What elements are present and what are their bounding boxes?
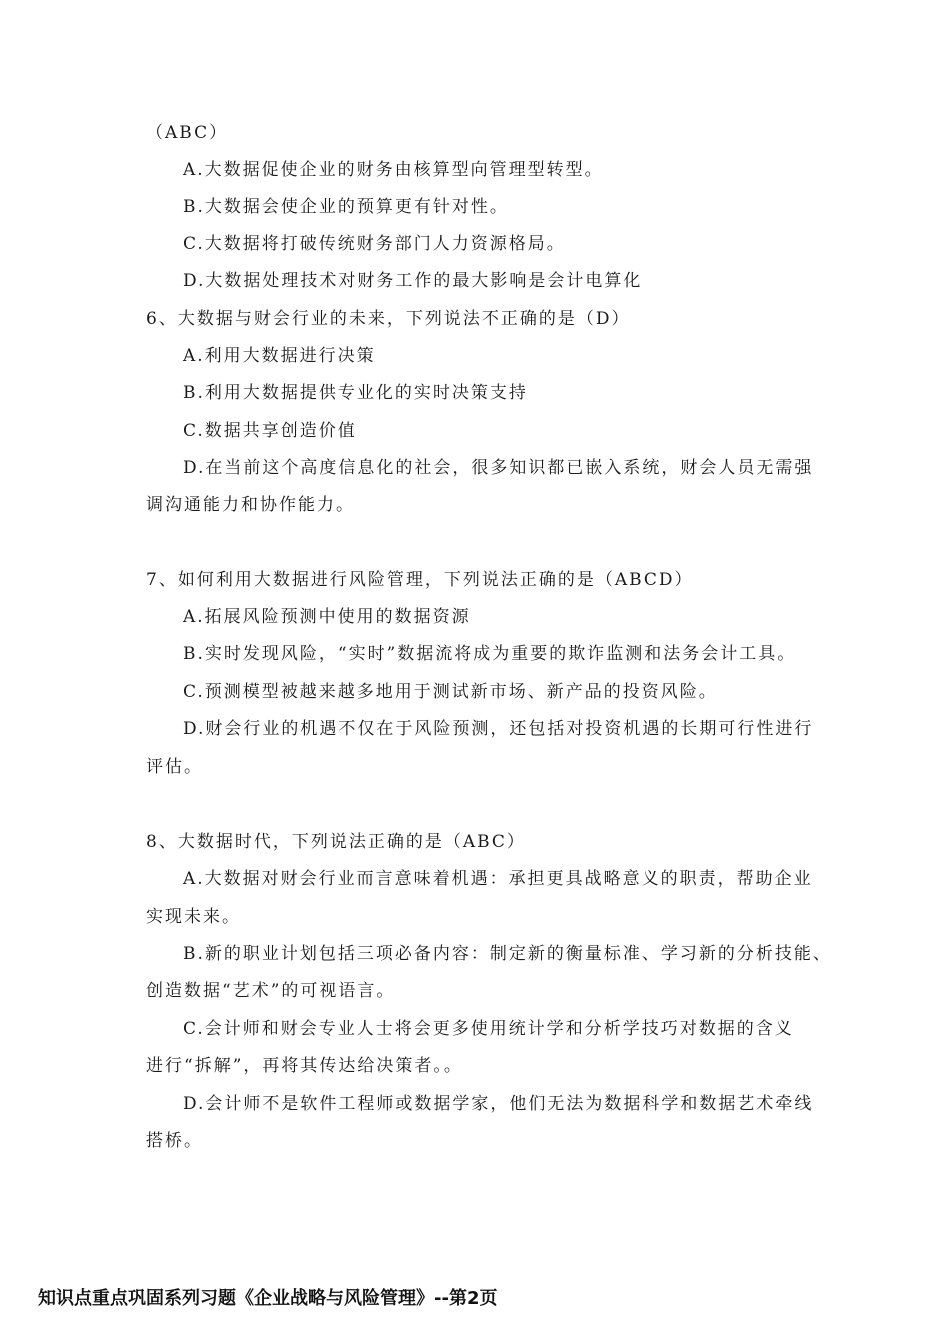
question-6-option-a: A.利用大数据进行决策 bbox=[183, 346, 376, 366]
page-footer: 知识点重点巩固系列习题《企业战略与风险管理》--第2页 bbox=[38, 1288, 498, 1309]
question-8-option-d: D.会计师不是软件工程师或数据学家，他们无法为数据科学和数据艺术牵线 bbox=[183, 1094, 814, 1114]
question-8-option-d-cont: 搭桥。 bbox=[146, 1131, 203, 1151]
question-8-option-c: C.会计师和财会专业人士将会更多使用统计学和分析学技巧对数据的含义 bbox=[183, 1019, 794, 1039]
question-5-option-a: A.大数据促使企业的财务由核算型向管理型转型。 bbox=[183, 160, 604, 180]
question-8-option-b: B.新的职业计划包括三项必备内容：制定新的衡量标准、学习新的分析技能、 bbox=[183, 944, 832, 964]
question-8-option-b-cont: 创造数据“艺术”的可视语言。 bbox=[146, 981, 396, 1001]
question-8: 8、大数据时代，下列说法正确的是（ABC） bbox=[146, 832, 526, 852]
question-5-option-c: C.大数据将打破传统财务部门人力资源格局。 bbox=[183, 234, 566, 254]
question-7: 7、如何利用大数据进行风险管理，下列说法正确的是（ABCD） bbox=[146, 570, 694, 590]
question-8-option-a: A.大数据对财会行业而言意味着机遇：承担更具战略意义的职责，帮助企业 bbox=[183, 869, 813, 889]
question-7-option-d: D.财会行业的机遇不仅在于风险预测，还包括对投资机遇的长期可行性进行 bbox=[183, 719, 814, 739]
question-8-option-a-cont: 实现未来。 bbox=[146, 907, 241, 927]
question-7-option-a: A.拓展风险预测中使用的数据资源 bbox=[183, 607, 471, 627]
question-6: 6、大数据与财会行业的未来，下列说法不正确的是（D） bbox=[146, 309, 631, 329]
question-6-option-b: B.利用大数据提供专业化的实时决策支持 bbox=[183, 383, 528, 403]
question-6-option-d-cont: 调沟通能力和协作能力。 bbox=[146, 495, 355, 515]
question-7-option-b: B.实时发现风险，“实时”数据流将成为重要的欺诈监测和法务会计工具。 bbox=[183, 644, 797, 664]
question-7-option-d-cont: 评估。 bbox=[146, 757, 203, 777]
question-6-option-c: C.数据共享创造价值 bbox=[183, 421, 357, 441]
question-8-option-c-cont: 进行“拆解”，再将其传达给决策者。。 bbox=[146, 1056, 463, 1076]
question-5-option-b: B.大数据会使企业的预算更有针对性。 bbox=[183, 197, 509, 217]
question-5-answer: （ABC） bbox=[146, 123, 229, 143]
question-7-option-c: C.预测模型被越来越多地用于测试新市场、新产品的投资风险。 bbox=[183, 682, 718, 702]
question-6-option-d: D.在当前这个高度信息化的社会，很多知识都已嵌入系统，财会人员无需强 bbox=[183, 458, 814, 478]
question-5-option-d: D.大数据处理技术对财务工作的最大影响是会计电算化 bbox=[183, 271, 643, 291]
